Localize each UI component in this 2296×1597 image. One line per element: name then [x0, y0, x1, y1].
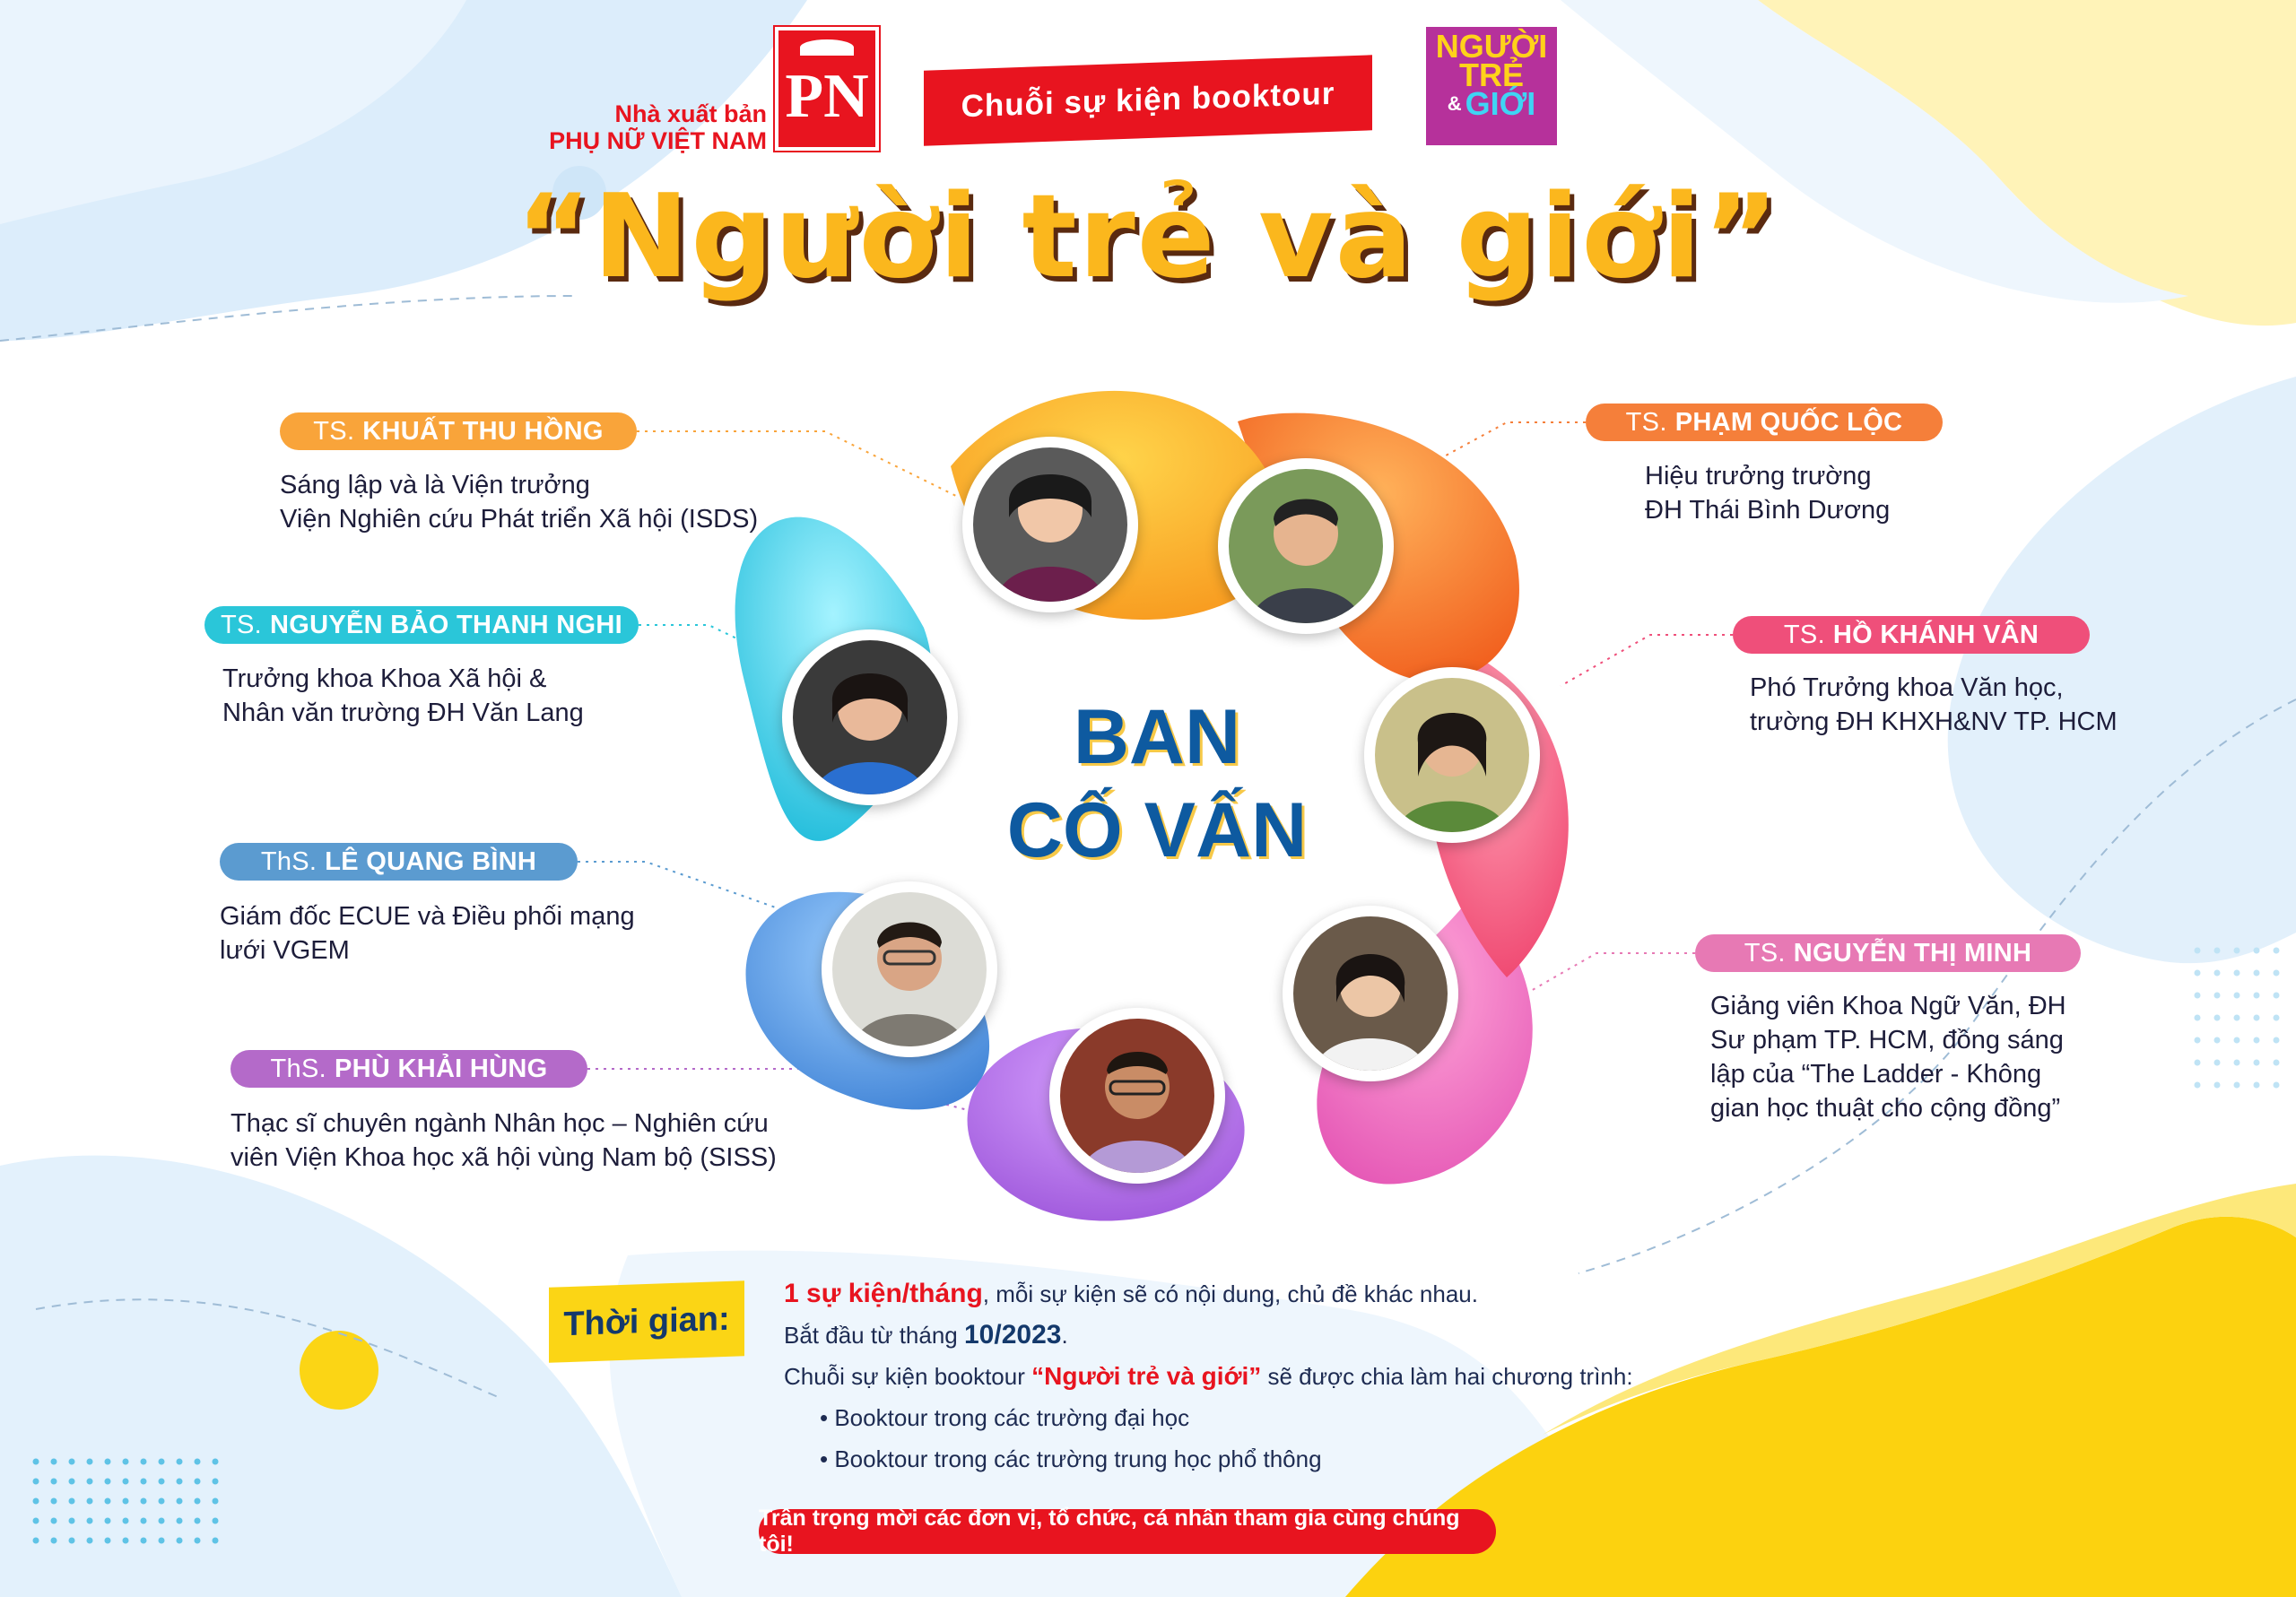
- advisor-name-3: [220, 843, 578, 881]
- schedule-frequency-rest: , mỗi sự kiện sẽ có nội dung, chủ đề khác nhau.: [982, 1280, 1478, 1307]
- center-label: [969, 690, 1345, 877]
- schedule-bullet-2-text: Booktour trong các trường trung học phổ thông: [834, 1445, 1322, 1472]
- advisor-title-1: TS.: [313, 416, 355, 446]
- advisor-desc-7: [1710, 989, 2066, 1125]
- advisor-desc-5-line: ĐH Thái Bình Dương: [1645, 496, 1891, 525]
- advisor-fullname-3: LÊ QUANG BÌNH: [325, 846, 537, 876]
- advisor-fullname-6: HỒ KHÁNH VÂN: [1832, 620, 2039, 649]
- advisor-photo-7: [1049, 1008, 1225, 1184]
- schedule-start-date: 10/2023: [964, 1320, 1062, 1350]
- advisor-desc-6-line: Phó Trưởng khoa Văn học,: [1750, 673, 2064, 702]
- advisor-title-7: TS.: [1744, 938, 1786, 968]
- advisor-fullname-4: PHÙ KHẢI HÙNG: [334, 1054, 548, 1083]
- advisor-name-5: [1586, 404, 1943, 441]
- brand-logo: [1426, 27, 1557, 145]
- brand-logo-line3: GIỚI: [1465, 85, 1536, 122]
- publisher-line1: Nhà xuất bản: [614, 100, 767, 127]
- person-icon: [1229, 469, 1383, 623]
- advisor-desc-2-line: Trưởng khoa Khoa Xã hội &: [222, 664, 547, 693]
- advisor-photo-1: [962, 437, 1138, 612]
- publisher-logo: [775, 27, 879, 151]
- advisor-photo-3: [782, 629, 958, 805]
- series-banner: [924, 55, 1372, 145]
- advisor-desc-1-line: Sáng lập và là Viện trưởng: [280, 471, 590, 499]
- advisor-fullname-1: KHUẤT THU HỒNG: [362, 416, 604, 446]
- brand-logo-line2: TRẺ: [1459, 56, 1524, 93]
- advisor-desc-4: [230, 1107, 777, 1175]
- advisor-desc-6-line: trường ĐH KHXH&NV TP. HCM: [1750, 707, 2118, 736]
- advisor-title-4: ThS.: [270, 1054, 326, 1083]
- schedule-label-text: Thời gian:: [563, 1299, 730, 1343]
- publisher-line2: PHỤ NỮ VIỆT NAM: [549, 127, 767, 154]
- advisor-desc-4-line: viên Viện Khoa học xã hội vùng Nam bộ (SISS): [230, 1143, 777, 1172]
- advisor-desc-6: [1750, 671, 2118, 739]
- brand-logo-amp: &: [1447, 92, 1462, 115]
- advisor-desc-5: [1645, 459, 1890, 527]
- invitation-banner: [759, 1506, 1496, 1557]
- advisor-title-6: TS.: [1783, 620, 1825, 649]
- dot-grid-right: [2195, 948, 2280, 1089]
- schedule-bullet-1-text: Booktour trong các trường đại học: [834, 1404, 1190, 1431]
- person-icon: [1375, 678, 1529, 832]
- advisor-desc-2-line: Nhân văn trường ĐH Văn Lang: [222, 699, 584, 727]
- brand-logo-bottom: [1426, 85, 1557, 122]
- advisor-fullname-5: PHẠM QUỐC LỘC: [1674, 407, 1903, 437]
- brand-logo-line1: NGƯỜI: [1435, 28, 1548, 65]
- advisor-desc-3: [220, 899, 635, 968]
- advisor-photo-5: [822, 881, 997, 1057]
- advisor-name-1: [280, 412, 637, 450]
- bullet-icon: •: [820, 1445, 835, 1472]
- series-banner-text: Chuỗi sự kiện booktour: [961, 75, 1335, 125]
- advisor-photo-4: [1364, 667, 1540, 843]
- person-icon: [832, 892, 987, 1046]
- advisor-name-2: [204, 606, 639, 644]
- advisor-name-7: [1695, 934, 2081, 972]
- yellow-dot: [300, 1331, 378, 1410]
- person-icon: [1060, 1019, 1214, 1173]
- person-icon: [973, 447, 1127, 602]
- invitation-text: Trân trọng mời các đơn vị, tổ chức, cá nhân tham gia cùng chúng tôi!: [759, 1506, 1460, 1557]
- schedule-line-3: [784, 1356, 1860, 1397]
- advisor-desc-1: [280, 468, 758, 536]
- schedule-label: [549, 1280, 744, 1363]
- advisor-name-4: [230, 1050, 587, 1088]
- advisor-desc-4-line: Thạc sĩ chuyên ngành Nhân học – Nghiên cứu: [230, 1109, 769, 1138]
- schedule-line-1: [784, 1273, 1860, 1315]
- center-line2: CỐ VẤN: [1006, 787, 1308, 873]
- advisor-photo-2: [1218, 458, 1394, 634]
- advisor-desc-1-line: Viện Nghiên cứu Phát triển Xã hội (ISDS): [280, 505, 759, 534]
- advisor-desc-7-line: gian học thuật cho cộng đồng”: [1710, 1094, 2061, 1123]
- main-title: “Người trẻ và giới”: [516, 170, 1780, 304]
- schedule-series-end: sẽ được chia làm hai chương trình:: [1261, 1363, 1633, 1390]
- schedule-bullet-2: [784, 1438, 1860, 1480]
- advisor-name-6: [1733, 616, 2090, 654]
- connector-5: [1426, 422, 1586, 466]
- advisor-desc-7-line: lập của “The Ladder - Không: [1710, 1060, 2042, 1089]
- advisor-fullname-7: NGUYỄN THỊ MINH: [1793, 938, 2032, 968]
- person-icon: [1293, 916, 1448, 1071]
- advisor-desc-5-line: Hiệu trưởng trường: [1645, 462, 1872, 490]
- schedule-start-end: .: [1061, 1322, 1068, 1349]
- publisher-logo-text: PN: [785, 62, 869, 131]
- schedule-text: [784, 1273, 1860, 1480]
- advisor-desc-3-line: lưới VGEM: [220, 936, 350, 965]
- schedule-frequency: 1 sự kiện/tháng: [784, 1279, 983, 1308]
- schedule-series-text: Chuỗi sự kiện booktour: [784, 1363, 1032, 1390]
- center-line1: BAN: [1073, 694, 1241, 780]
- schedule-line-2: [784, 1315, 1860, 1356]
- advisor-desc-2: [222, 662, 584, 730]
- advisor-desc-7-line: Giảng viên Khoa Ngữ Văn, ĐH: [1710, 992, 2066, 1020]
- advisor-title-3: ThS.: [260, 846, 317, 876]
- advisor-desc-7-line: Sư phạm TP. HCM, đồng sáng: [1710, 1026, 2064, 1055]
- person-icon: [793, 640, 947, 794]
- advisor-title-2: TS.: [221, 610, 263, 639]
- advisor-photo-6: [1283, 906, 1458, 1081]
- schedule-bullet-1: [784, 1397, 1860, 1438]
- dove-icon: [800, 39, 854, 56]
- schedule-start-text: Bắt đầu từ tháng: [784, 1322, 964, 1349]
- connector-6: [1561, 635, 1733, 686]
- advisor-desc-3-line: Giám đốc ECUE và Điều phối mạng: [220, 902, 635, 931]
- bullet-icon: •: [820, 1404, 835, 1431]
- publisher-label: [502, 100, 767, 154]
- advisor-title-5: TS.: [1625, 407, 1667, 437]
- schedule-series-name: “Người trẻ và giới”: [1031, 1362, 1262, 1390]
- advisor-fullname-2: NGUYỄN BẢO THANH NGHI: [270, 610, 622, 639]
